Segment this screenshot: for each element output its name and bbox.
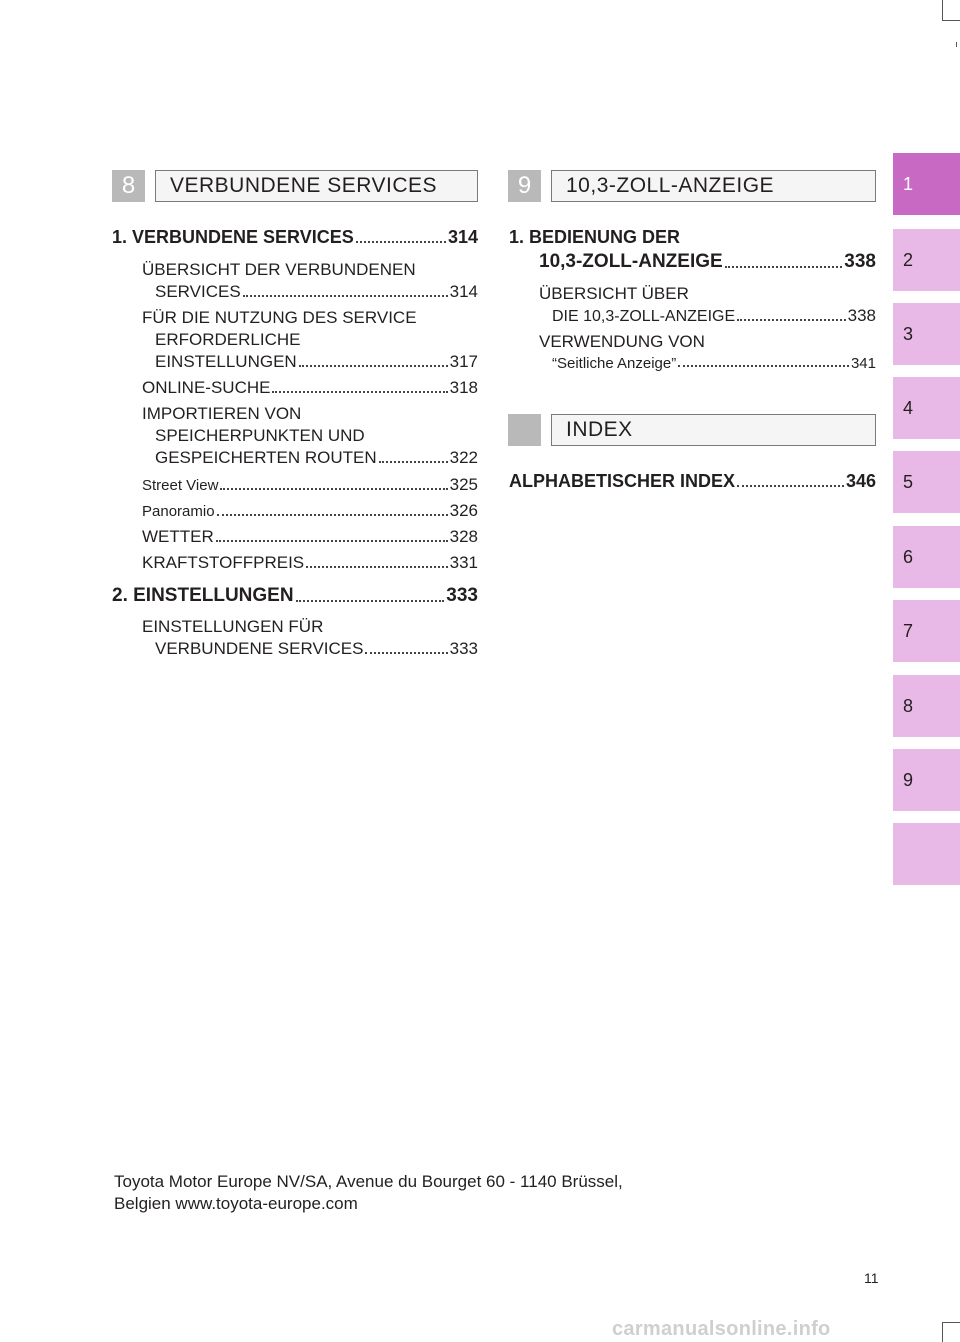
toc-entry-gespeicherte-routen[interactable] [155,448,478,468]
toc-page-number: 326 [449,501,478,520]
toc-chapter-text: 1. BEDIENUNG DER [509,227,681,247]
section-8-number: 8 [112,170,145,202]
watermark: carmanualsonline.info [612,1318,831,1340]
toc-page-number: 314 [449,282,478,301]
chapter-tab-9[interactable]: 9 [893,749,960,811]
toc-entry-uebersicht-anzeige[interactable] [552,306,876,326]
toc-entry-text: ÜBERSICHT ÜBER [539,284,689,303]
toc-entry-text: ONLINE-SUCHE [142,378,271,397]
toc-entry-street-view[interactable] [142,475,478,495]
toc-entry-text: EINSTELLUNGEN [155,352,297,371]
toc-entry-text: FÜR DIE NUTZUNG DES SERVICE [142,308,417,327]
toc-page-number: 317 [449,352,478,371]
crop-mark [942,20,960,21]
publisher-address-line1: Toyota Motor Europe NV/SA, Avenue du Bourget 60 - 1140 Brüssel, [114,1172,623,1191]
toc-entry-verbundene-services-einstellungen[interactable] [155,639,478,659]
toc-entry-wetter[interactable] [142,527,478,547]
section-9-number: 9 [508,170,541,202]
index-section-number [508,414,541,446]
toc-entry-text: WETTER [142,527,214,546]
crop-mark [942,0,943,20]
toc-page-number: 338 [844,251,876,272]
toc-entry-text: 10,3-ZOLL-ANZEIGE [539,251,723,272]
chapter-tab-2[interactable]: 2 [893,229,960,291]
toc-entry-text: IMPORTIEREN VON [142,404,302,423]
toc-entry-text: ALPHABETISCHER INDEX [509,471,736,491]
page-number: 11 [864,1270,879,1286]
toc-chapter-alphabetischer-index[interactable] [509,471,876,492]
toc-page-number: 318 [449,378,478,397]
toc-page-number: 333 [446,585,478,606]
toc-chapter-bedienung[interactable] [539,251,876,273]
toc-entry-text: SERVICES [155,282,241,301]
toc-entry-text: KRAFTSTOFFPREIS [142,553,305,572]
toc-page-number: 322 [449,448,478,467]
chapter-tab-6[interactable]: 6 [893,526,960,588]
toc-entry-text: EINSTELLUNGEN FÜR [142,617,324,636]
section-9-title: 10,3-ZOLL-ANZEIGE [551,170,876,202]
toc-entry-text: “Seitliche Anzeige” [552,355,677,372]
toc-entry-kraftstoffpreis[interactable] [142,553,478,573]
toc-entry-text: Panoramio [142,503,215,520]
toc-chapter-verbundene-services[interactable] [112,227,478,248]
toc-entry-text: 1. VERBUNDENE SERVICES [112,227,354,247]
toc-entry-uebersicht[interactable] [155,282,478,302]
toc-entry-text: SPEICHERPUNKTEN UND [155,426,365,445]
chapter-tab-7[interactable]: 7 [893,600,960,662]
toc-page-number: 341 [850,355,876,372]
toc-page-number: 314 [447,227,478,247]
toc-page-number: 333 [449,639,478,658]
chapter-tab-4[interactable]: 4 [893,377,960,439]
toc-page-number: 338 [847,306,876,325]
toc-entry-einstellungen[interactable] [155,352,478,372]
toc-entry-text: ERFORDERLICHE [155,330,301,349]
toc-entry-text: VERBUNDENE SERVICES [155,639,364,658]
toc-entry-online-suche[interactable] [142,378,478,398]
toc-entry-text: 2. EINSTELLUNGEN [112,585,294,606]
toc-entry-seitliche-anzeige[interactable] [552,355,876,372]
section-8-title: VERBUNDENE SERVICES [155,170,478,202]
index-section-title: INDEX [551,414,876,446]
toc-entry-panoramio[interactable] [142,501,478,521]
crop-mark [942,1322,943,1342]
toc-entry-text: GESPEICHERTEN ROUTEN [155,448,377,467]
chapter-tab-1[interactable]: 1 [893,153,960,215]
toc-entry-text: DIE 10,3-ZOLL-ANZEIGE [552,308,736,325]
toc-entry-text: VERWENDUNG VON [539,332,705,351]
chapter-tab-8[interactable]: 8 [893,675,960,737]
toc-entry-text: Street View [142,477,219,494]
toc-page-number: 328 [449,527,478,546]
toc-page-number: 331 [449,553,478,572]
toc-chapter-einstellungen[interactable] [112,585,478,607]
toc-page-number: 346 [845,471,876,491]
chapter-tab-5[interactable]: 5 [893,451,960,513]
toc-entry-text: ÜBERSICHT DER VERBUNDENEN [142,260,416,279]
toc-page-number: 325 [449,475,478,494]
crop-mark [942,1322,960,1323]
publisher-address-line2: Belgien www.toyota-europe.com [114,1194,358,1213]
chapter-tab-index[interactable] [893,823,960,885]
chapter-tab-3[interactable]: 3 [893,303,960,365]
publisher-address [114,1171,623,1215]
crop-mark [956,42,957,47]
